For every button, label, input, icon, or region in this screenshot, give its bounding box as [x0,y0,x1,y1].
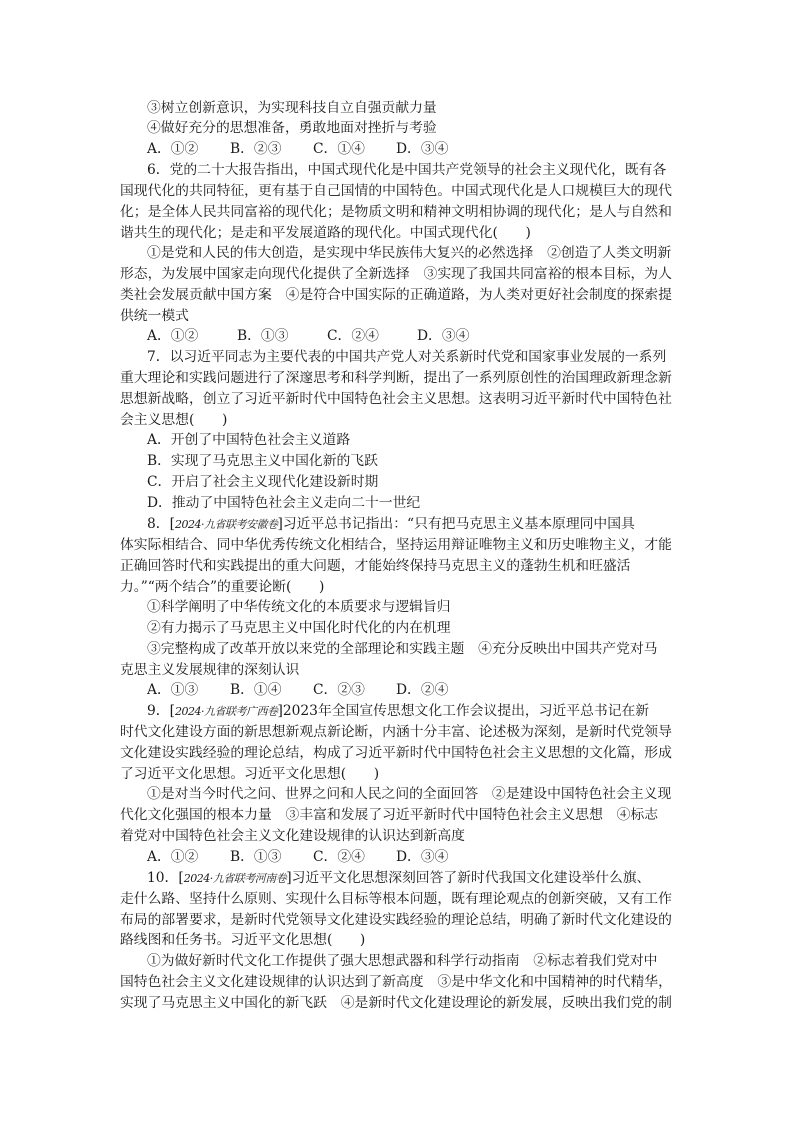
q6-stem-1: 6．党的二十大报告指出，中国式现代化是中国共产党领导的社会主义现代化，既有各 [147,162,667,178]
q5-option-b: B．②③ [230,141,282,157]
q6-items-1: ①是党和人民的伟大创造，是实现中华民族伟大复兴的必然选择 ②创造了人类文明新 [147,245,672,261]
q9-number: 9．[ [147,703,175,719]
q7-choice-d: D．推动了中国特色社会主义走向二十一世纪 [147,495,421,511]
q8-option-c: C．②③ [313,682,365,698]
q6-option-b: B．①③ [237,328,289,344]
q10-stem-2: 走什么路、坚持什么原则、实现什么目标等根本问题，既有理论观点的创新突破，又有工作 [120,891,672,907]
q8-item-1: ①科学阐明了中华传统文化的本质要求与逻辑旨归 [147,599,451,615]
q6-stem-2: 国现代化的共同特征，更有基于自己国情的中国特色。中国式现代化是人口规模巨大的现代 [120,183,672,199]
q6-options [147,326,674,346]
q9-option-a: A．①② [147,849,199,865]
q9-stem-2: 时代文化建设方面的新思想新观点新论断，内涵十分丰富、论述极为深刻，是新时代党领导 [120,724,672,740]
q10-item-1: ①为做好新时代文化工作提供了强大思想武器和科学行动指南 ②标志着我们党对中 [147,953,658,969]
q10-source: 2024·九省联考河南卷 [183,872,287,885]
q9-source: 2024·九省联考广西卷 [174,705,278,718]
q10-number: 10．[ [147,870,184,886]
q8-number: 8．[ [147,516,175,532]
q6-stem-4: 谐共生的现代化；是走和平发展道路的现代化。中国式现代化( ) [120,225,531,241]
q6-option-d: D．③④ [417,328,470,344]
q7-stem-1: 7．以习近平同志为主要代表的中国共产党人对关系新时代党和国家事业发展的一系列 [147,349,667,365]
q7-choice-a: A．开创了中国特色社会主义道路 [147,432,351,448]
q10-stem-3: 布局的部署要求，是新时代党领导文化建设实践经验的理论总结，明确了新时代文化建设的 [120,912,672,928]
q6-items-4: 供统一模式 [120,308,189,324]
q5-item-4: ④做好充分的思想准备，勇敢地面对挫折与考验 [147,120,437,136]
q9-options [147,847,674,867]
q7-choice-c: C．开启了社会主义现代化建设新时期 [147,474,379,490]
q9-item-2: 代化文化强国的根本力量 ③丰富和发展了习近平新时代中国特色社会主义思想 ④标志 [120,807,659,823]
q5-options [147,139,674,159]
q8-stem-3: 正确回答时代和实践提出的重大问题，才能始终保持马克思主义的蓬勃生机和旺盛活 [120,558,631,574]
q6-stem-3: 化；是全体人民共同富裕的现代化；是物质文明和精神文明相协调的现代化；是人与自然和 [120,204,672,220]
q9-option-d: D．③④ [396,849,449,865]
q8-stem-2: 体实际相结合、同中华优秀传统文化相结合，坚持运用辩证唯物主义和历史唯物主义，才能 [120,537,672,553]
q8-option-d: D．②④ [396,682,449,698]
q6-items-2: 形态，为发展中国家走向现代化提供了全新选择 ③实现了我国共同富裕的根本目标，为人 [120,266,672,282]
q8-item-3: ③完整构成了改革开放以来党的全部理论和实践主题 ④充分反映出中国共产党对马 [147,641,658,657]
q9-stem-first: ]2023年全国宣传思想文化工作会议提出，习近平总书记在新 [277,703,650,719]
q8-item-2: ②有力揭示了马克思主义中国化时代化的内在机理 [147,620,451,636]
q5-option-c: C．①④ [313,141,365,157]
q7-choice-b: B．实现了马克思主义中国化新的飞跃 [147,453,378,469]
q10-stem-4: 路线图和任务书。习近平文化思想( ) [120,932,366,948]
q6-option-c: C．②④ [327,328,379,344]
q8-options [147,680,674,700]
q6-items-3: 类社会发展贡献中国方案 ④是符合中国实际的正确道路，为人类对更好社会制度的探索提 [120,287,672,303]
q10-stem-1 [147,868,674,889]
q7-stem-3: 思想新战略，创立了习近平新时代中国特色社会主义思想。这表明习近平新时代中国特色社 [120,391,672,407]
q8-option-b: B．①④ [230,682,282,698]
q9-stem-4: 了习近平文化思想。习近平文化思想( ) [120,766,380,782]
q5-option-d: D．③④ [396,141,449,157]
q8-option-a: A．①③ [147,682,199,698]
q9-item-3: 着党对中国特色社会主义文化建设规律的认识达到新高度 [120,828,465,844]
q8-source: 2024·九省联考安徽卷 [174,518,278,531]
q9-stem-3: 文化建设实践经验的理论总结，构成了习近平新时代中国特色社会主义思想的文化篇，形成 [120,745,672,761]
q9-stem-1 [147,701,674,722]
q9-option-b: B．①③ [230,849,282,865]
q6-option-a: A．①② [147,328,199,344]
q8-stem-1 [147,514,674,535]
q8-stem-first: ]习近平总书记指出：“只有把马克思主义基本原理同中国具 [277,516,635,532]
q5-option-a: A．①② [147,141,199,157]
q9-item-1: ①是对当今时代之问、世界之问和人民之问的全面回答 ②是建设中国特色社会主义现 [147,786,672,802]
q10-item-3: 实现了马克思主义中国化的新飞跃 ④是新时代文化建设理论的新发展，反映出我们党的制 [120,995,672,1011]
q9-option-c: C．②④ [313,849,365,865]
q7-stem-4: 会主义思想( ) [120,412,228,428]
q8-stem-4: 力。”“两个结合”的重要论断( ) [120,579,325,595]
q7-stem-2: 重大理论和实践问题进行了深邃思考和科学判断，提出了一系列原创性的治国理政新理念新 [120,370,672,386]
q5-item-3: ③树立创新意识，为实现科技自立自强贡献力量 [147,100,437,116]
q8-item-4: 克思主义发展规律的深刻认识 [120,662,300,678]
q10-item-2: 国特色社会主义文化建设规律的认识达到了新高度 ③是中华文化和中国精神的时代精华， [120,974,672,990]
q10-stem-first: ]习近平文化思想深刻回答了新时代我国文化建设举什么旗、 [286,870,651,886]
